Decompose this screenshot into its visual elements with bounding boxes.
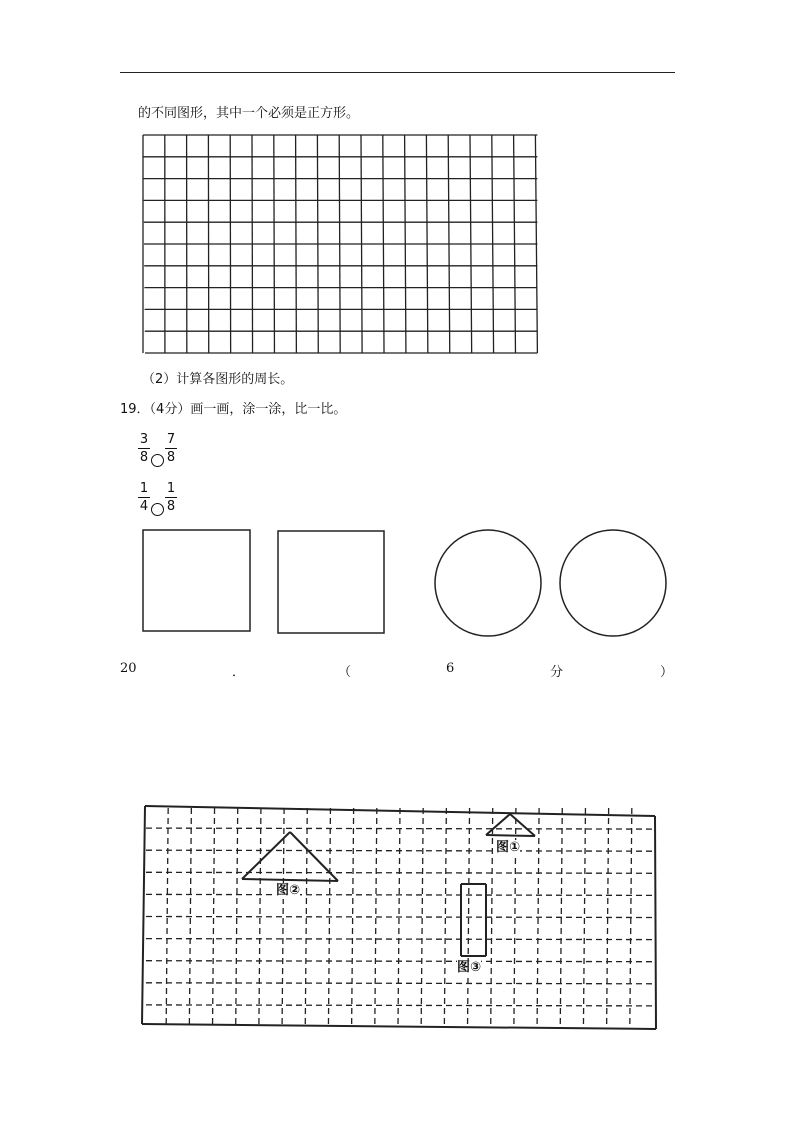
grid-border [655, 816, 656, 1029]
dashed-grid-line [146, 961, 655, 962]
fraction-denominator: 8 [166, 450, 176, 465]
fraction-numerator: 1 [139, 481, 149, 496]
figure-1-label: 图① [496, 840, 521, 855]
fraction-numerator: 1 [166, 481, 176, 496]
dashed-grid-line [146, 828, 655, 829]
dashed-grid-line [146, 939, 655, 940]
dashed-grid-line [146, 1005, 655, 1006]
fraction-denominator: 8 [139, 450, 149, 465]
fraction-denominator: 8 [166, 499, 176, 514]
question-20-unit: 分 [550, 665, 564, 680]
dashed-grid-line [146, 917, 655, 918]
question-20-open-paren: （ [338, 665, 352, 680]
figure-1-triangle-base [486, 835, 535, 836]
figure-2-triangle-base [242, 879, 338, 881]
figure-3-label: 图③ [457, 960, 482, 975]
question-19: 19．（4分）画一画，涂一涂，比一比。 [120, 402, 347, 417]
intro-text: 的不同图形，其中一个必须是正方形。 [138, 106, 360, 121]
dashed-grid-line [213, 808, 215, 1025]
fraction-numerator: 3 [139, 432, 149, 447]
dashed-grid-line [146, 983, 655, 984]
grid-border [142, 806, 145, 1024]
figure-2-triangle-side [242, 832, 290, 879]
dashed-grid-line [583, 808, 585, 1025]
sub-question-perimeter: （2）计算各图形的周长。 [142, 372, 294, 387]
figure-1-triangle-side [510, 814, 535, 836]
figure-1-triangle-side [486, 814, 510, 835]
question-20-dot: ． [232, 665, 246, 680]
question-20-score: 6 [446, 661, 455, 676]
dashed-grid-line [630, 808, 632, 1025]
question-20-close-paren: ） [660, 665, 674, 680]
dashed-grid-line [146, 872, 655, 873]
question-20-number: 20 [120, 661, 137, 676]
dashed-grid-line [491, 808, 493, 1025]
dashed-grid-line [146, 850, 655, 851]
dashed-grid-line [560, 808, 562, 1025]
dashed-grid-line [537, 808, 539, 1025]
figure-2-label: 图② [276, 883, 301, 898]
fraction-denominator: 4 [139, 499, 149, 514]
dashed-grid-line [146, 894, 655, 895]
dashed-grid-line [607, 808, 609, 1025]
grid-border [142, 1024, 656, 1029]
grid-border [145, 806, 655, 816]
fraction-numerator: 7 [166, 432, 176, 447]
